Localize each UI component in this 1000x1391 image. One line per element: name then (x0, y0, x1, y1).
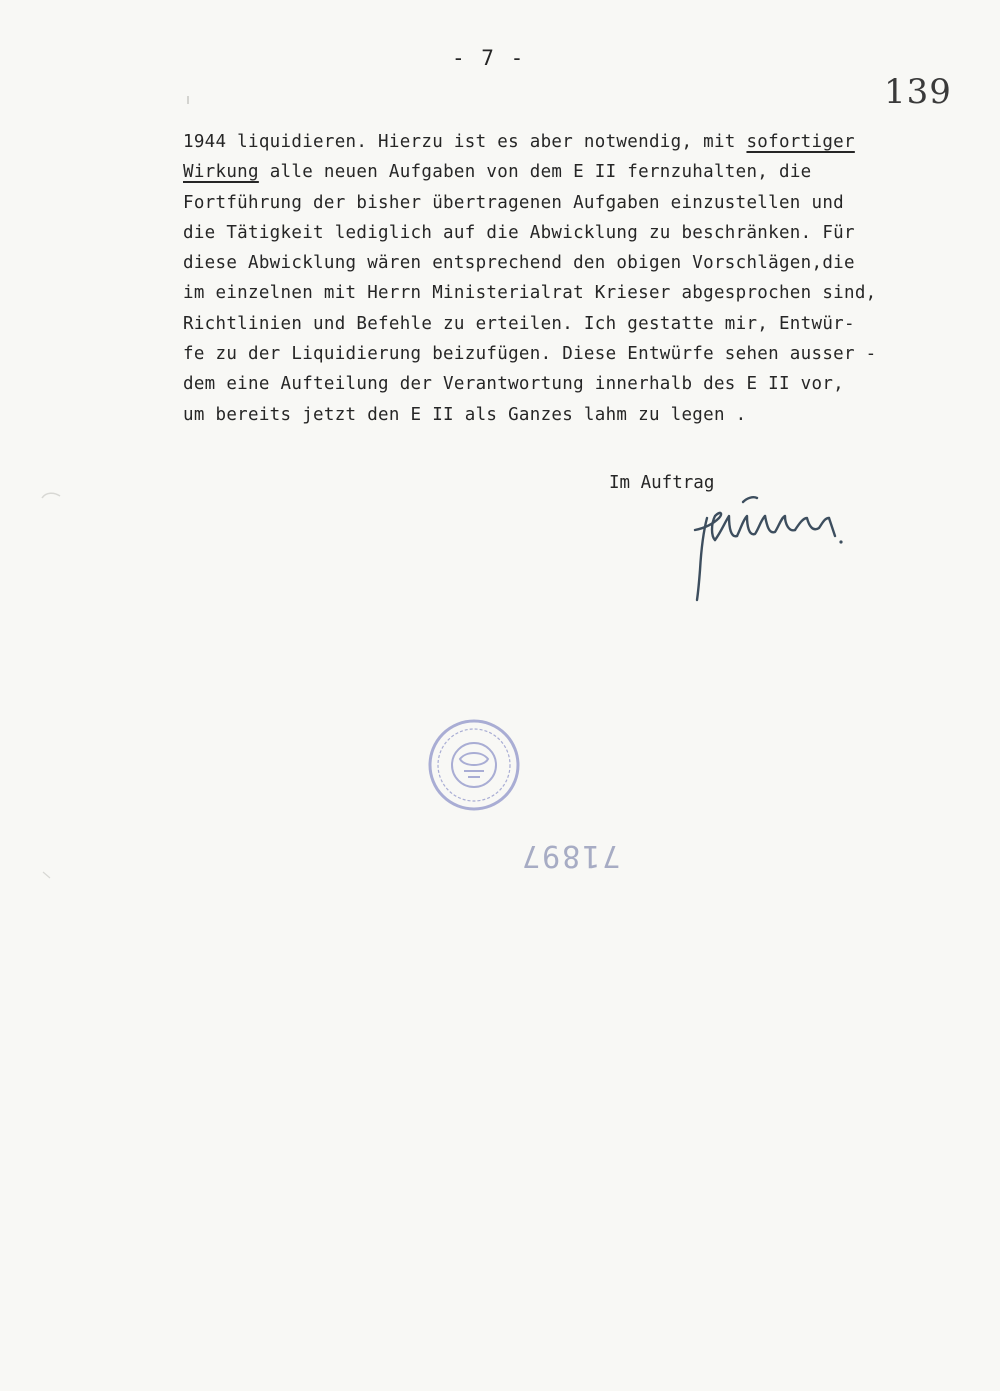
underlined-phrase: sofortiger (746, 132, 855, 152)
paper-speck (40, 868, 54, 882)
body-line: um bereits jetzt den E II als Ganzes lahm zu legen . (183, 404, 747, 425)
body-line: im einzelnen mit Herrn Ministerialrat Krieser abgesprochen sind, (183, 283, 877, 304)
body-line: 1944 liquidieren. Hierzu ist es aber notwendig, mit sofortiger (183, 132, 855, 152)
paper-speck (38, 488, 68, 508)
body-line: dem eine Aufteilung der Verantwortung innerhalb des E II vor, (183, 374, 844, 395)
underlined-phrase: Wirkung (183, 162, 259, 183)
body-line: die Tätigkeit lediglich auf die Abwicklung zu beschränken. Für (183, 222, 855, 243)
inventory-number: 71897 (520, 838, 621, 873)
archive-stamp (424, 715, 524, 815)
closing-phrase: Im Auftrag (609, 473, 715, 493)
body-text (183, 127, 963, 430)
margin-tick (187, 96, 189, 104)
body-line: Fortführung der bisher übertragenen Aufgaben einzustellen und (183, 192, 844, 213)
body-line: Wirkung alle neuen Aufgaben von dem E II fernzuhalten, die (183, 162, 812, 183)
body-line: diese Abwicklung wären entsprechend den obigen Vorschlägen,die (183, 253, 855, 274)
body-line: fe zu der Liquidierung beizufügen. Diese Entwürfe sehen ausser - (183, 344, 877, 365)
handwritten-signature (685, 488, 855, 603)
folio-number: 139 (884, 72, 952, 112)
page-number: - 7 - (452, 46, 526, 70)
body-line: Richtlinien und Befehle zu erteilen. Ich gestatte mir, Entwür- (183, 313, 855, 334)
